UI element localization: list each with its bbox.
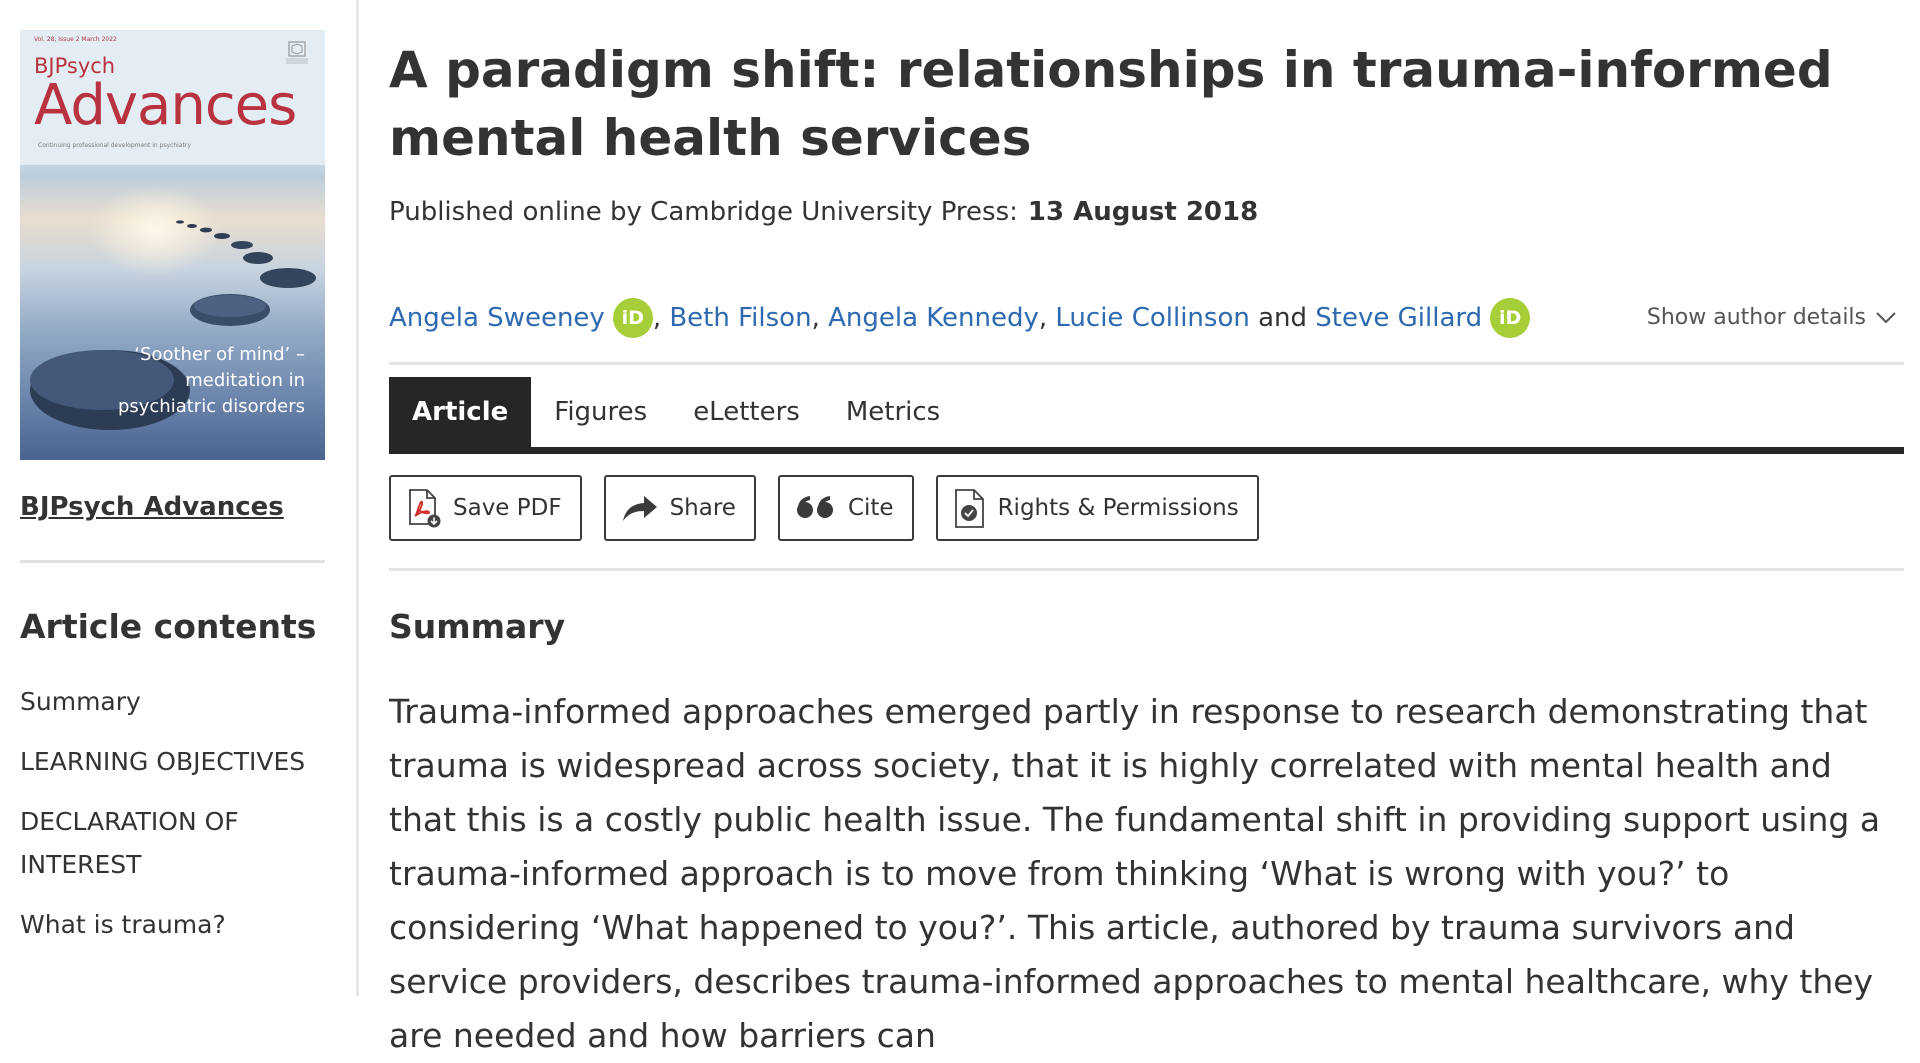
summary-text: Trauma-informed approaches emerged partly in response to research demonstrating that trauma is widespread across society, that it is highly correlated with mental health and that this is a costly public health issue. The fundamental shift in providing support using a trauma-informed approach is to move from thinking ‘What is wrong with you?’ to considering ‘What happened to you?’. This article, authored by trauma survivors and service providers, describes trauma-informed approaches to mental healthcare, why they are needed and how barriers can xyxy=(389,692,1881,1055)
sidebar-divider xyxy=(20,560,325,563)
orcid-icon[interactable]: iD xyxy=(1490,298,1530,338)
contents-item-learning-objectives[interactable]: LEARNING OBJECTIVES xyxy=(20,747,306,776)
author-and-word: and xyxy=(1258,303,1308,333)
tab-figures[interactable]: Figures xyxy=(554,397,648,427)
rights-permissions-label: Rights & Permissions xyxy=(997,495,1239,521)
chevron-down-icon xyxy=(1876,312,1896,324)
authors-divider xyxy=(389,362,1904,365)
article-contents-heading: Article contents xyxy=(20,607,317,646)
tab-metrics[interactable]: Metrics xyxy=(845,397,941,427)
tab-article[interactable]: Article xyxy=(389,377,531,447)
author-link[interactable]: Lucie Collinson xyxy=(1055,303,1250,333)
cite-label: Cite xyxy=(847,495,894,521)
cover-quote-line: ‘Soother of mind’ – xyxy=(134,344,305,365)
permissions-icon xyxy=(954,487,986,529)
share-label: Share xyxy=(669,495,736,521)
pdf-icon xyxy=(407,488,441,528)
journal-link[interactable]: BJPsych Advances xyxy=(20,492,284,522)
author-link[interactable]: Beth Filson xyxy=(669,303,812,333)
cover-quote-line: psychiatric disorders xyxy=(117,396,305,417)
cover-tagline: Continuing professional development in psychiatry xyxy=(38,142,191,149)
show-author-details-toggle[interactable] xyxy=(1647,305,1896,330)
article-title: A paradigm shift: relationships in trauma-informed mental health services xyxy=(389,41,1833,167)
author-separator: , xyxy=(1038,303,1056,333)
author-link[interactable]: Angela Sweeney xyxy=(389,303,605,333)
quote-icon xyxy=(796,495,836,521)
article-contents-list xyxy=(20,680,325,946)
author-conjunction xyxy=(1250,303,1315,333)
author-list xyxy=(389,298,1530,338)
summary-heading: Summary xyxy=(389,607,566,646)
cover-issue-line: Vol. 28, Issue 2 March 2022 xyxy=(34,36,117,43)
rights-permissions-button[interactable] xyxy=(936,475,1259,541)
share-button[interactable] xyxy=(604,475,756,541)
orcid-icon[interactable]: iD xyxy=(613,298,653,338)
journal-cover-image[interactable] xyxy=(20,30,325,460)
contents-item-declaration-of-interest[interactable]: DECLARATION OF INTEREST xyxy=(20,807,239,879)
share-arrow-icon xyxy=(622,494,658,522)
article-tabs xyxy=(389,377,1904,454)
contents-item-what-is-trauma[interactable]: What is trauma? xyxy=(20,910,226,939)
show-author-details-label: Show author details xyxy=(1646,305,1866,330)
publication-info xyxy=(389,197,1258,227)
published-date: 13 August 2018 xyxy=(1027,197,1259,227)
author-link[interactable]: Angela Kennedy xyxy=(828,303,1039,333)
sidebar xyxy=(20,30,325,963)
cite-button[interactable] xyxy=(778,475,914,541)
cover-journal-word: Advances xyxy=(34,73,297,138)
cover-quote-line: meditation in xyxy=(185,370,305,391)
author-separator: , xyxy=(811,303,829,333)
tab-eletters[interactable]: eLetters xyxy=(693,397,800,427)
cover-quote xyxy=(118,342,305,420)
save-pdf-button[interactable] xyxy=(389,475,582,541)
author-separator: , xyxy=(652,303,670,333)
save-pdf-label: Save PDF xyxy=(453,495,562,521)
article-actions xyxy=(389,475,1281,541)
cover-journal-prefix: BJPsych xyxy=(34,54,116,78)
actions-divider xyxy=(389,568,1904,571)
sidebar-separator xyxy=(356,0,359,996)
published-label: Published online by Cambridge University Press: xyxy=(389,197,1018,227)
author-link[interactable]: Steve Gillard xyxy=(1315,303,1483,333)
contents-item-summary[interactable]: Summary xyxy=(20,687,141,716)
